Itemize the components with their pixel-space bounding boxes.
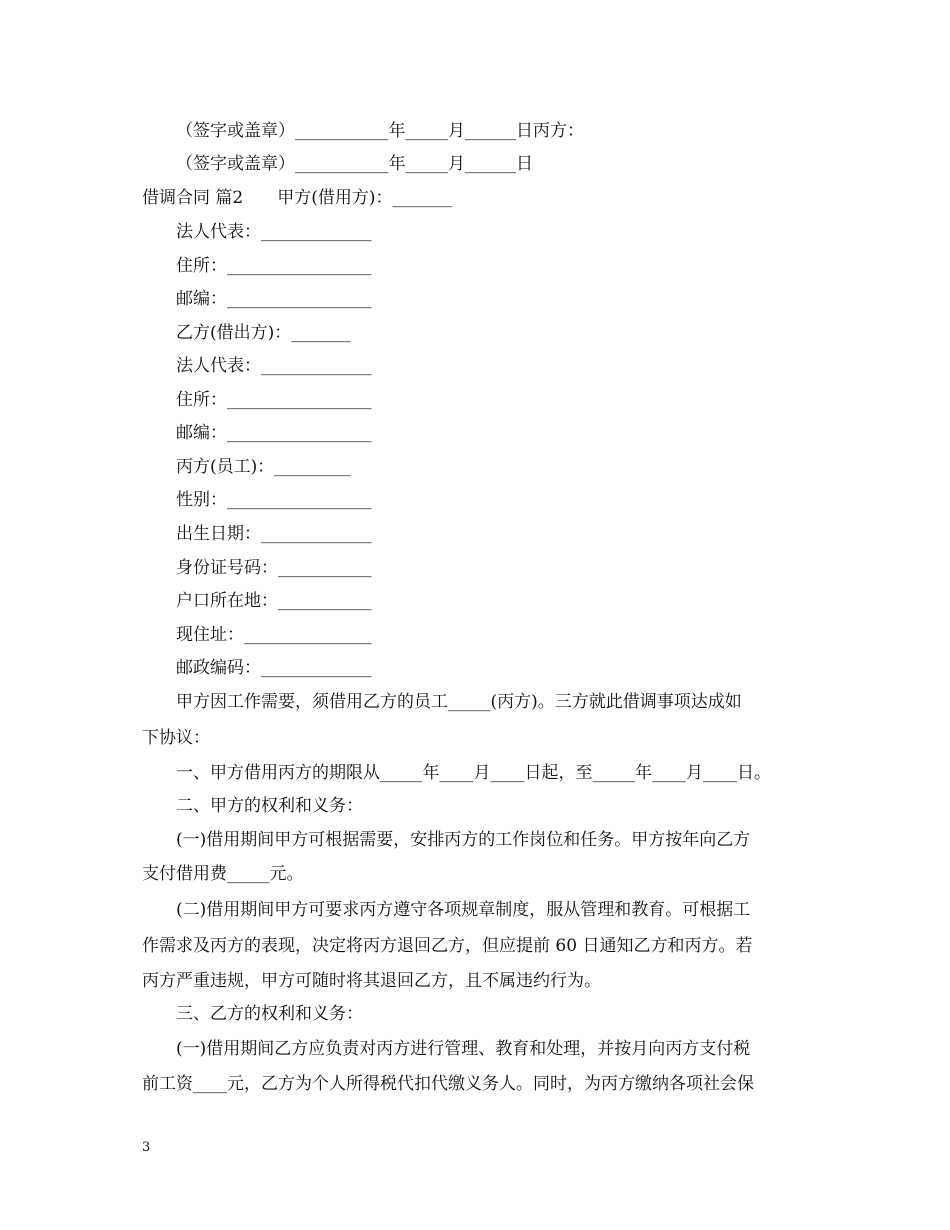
field-line: 身份证号码：___________ bbox=[176, 558, 372, 578]
field-line: 出生日期：_____________ bbox=[176, 524, 372, 544]
paragraph-line: 下协议： bbox=[142, 728, 210, 748]
section-heading: 三、乙方的权利和义务： bbox=[176, 1004, 363, 1024]
contract-heading: 借调合同 篇2 甲方(借用方)：_______ bbox=[142, 188, 452, 208]
page-number: 3 bbox=[142, 1140, 151, 1155]
field-line: 乙方(借出方)：_______ bbox=[176, 323, 351, 343]
field-line: 住所：_________________ bbox=[176, 256, 372, 276]
field-line: 邮编：_________________ bbox=[176, 289, 372, 309]
section-heading: 二、甲方的权利和义务： bbox=[176, 796, 363, 816]
field-line: 现住址：_______________ bbox=[176, 625, 372, 645]
paragraph-line: 前工资____元，乙方为个人所得税代扣代缴义务人。同时，为丙方缴纳各项社会保 bbox=[142, 1074, 754, 1094]
field-line: 邮编：_________________ bbox=[176, 423, 372, 443]
field-line: 性别：_________________ bbox=[176, 490, 372, 510]
paragraph-line: 丙方严重违规，甲方可随时将其退回乙方，且不属违约行为。 bbox=[142, 971, 601, 991]
signature-line: （签字或盖章）___________年_____月______日丙方： bbox=[176, 121, 584, 141]
paragraph-line: (一)借用期间乙方应负责对丙方进行管理、教育和处理，并按月向丙方支付税 bbox=[176, 1039, 751, 1059]
field-line: 法人代表：_____________ bbox=[176, 356, 372, 376]
paragraph-line: 支付借用费_____元。 bbox=[142, 864, 304, 884]
paragraph-line: 甲方因工作需要，须借用乙方的员工_____(丙方)。三方就此借调事项达成如 bbox=[176, 692, 742, 712]
paragraph-line: 作需求及丙方的表现，决定将丙方退回乙方，但应提前 60 日通知乙方和丙方。若 bbox=[142, 936, 753, 956]
field-line: 丙方(员工)：_________ bbox=[176, 457, 351, 477]
paragraph-line: 一、甲方借用丙方的期限从_____年____月____日起，至_____年____月____日。 bbox=[176, 763, 771, 783]
paragraph-line: (二)借用期间甲方可要求丙方遵守各项规章制度，服从管理和教育。可根据工 bbox=[176, 900, 751, 920]
signature-line: （签字或盖章）___________年_____月______日 bbox=[176, 154, 533, 174]
field-line: 法人代表：_____________ bbox=[176, 222, 372, 242]
field-line: 住所：_________________ bbox=[176, 390, 372, 410]
paragraph-line: (一)借用期间甲方可根据需要，安排丙方的工作岗位和任务。甲方按年向乙方 bbox=[176, 830, 751, 850]
field-line: 邮政编码：_____________ bbox=[176, 658, 372, 678]
field-line: 户口所在地：___________ bbox=[176, 591, 372, 611]
